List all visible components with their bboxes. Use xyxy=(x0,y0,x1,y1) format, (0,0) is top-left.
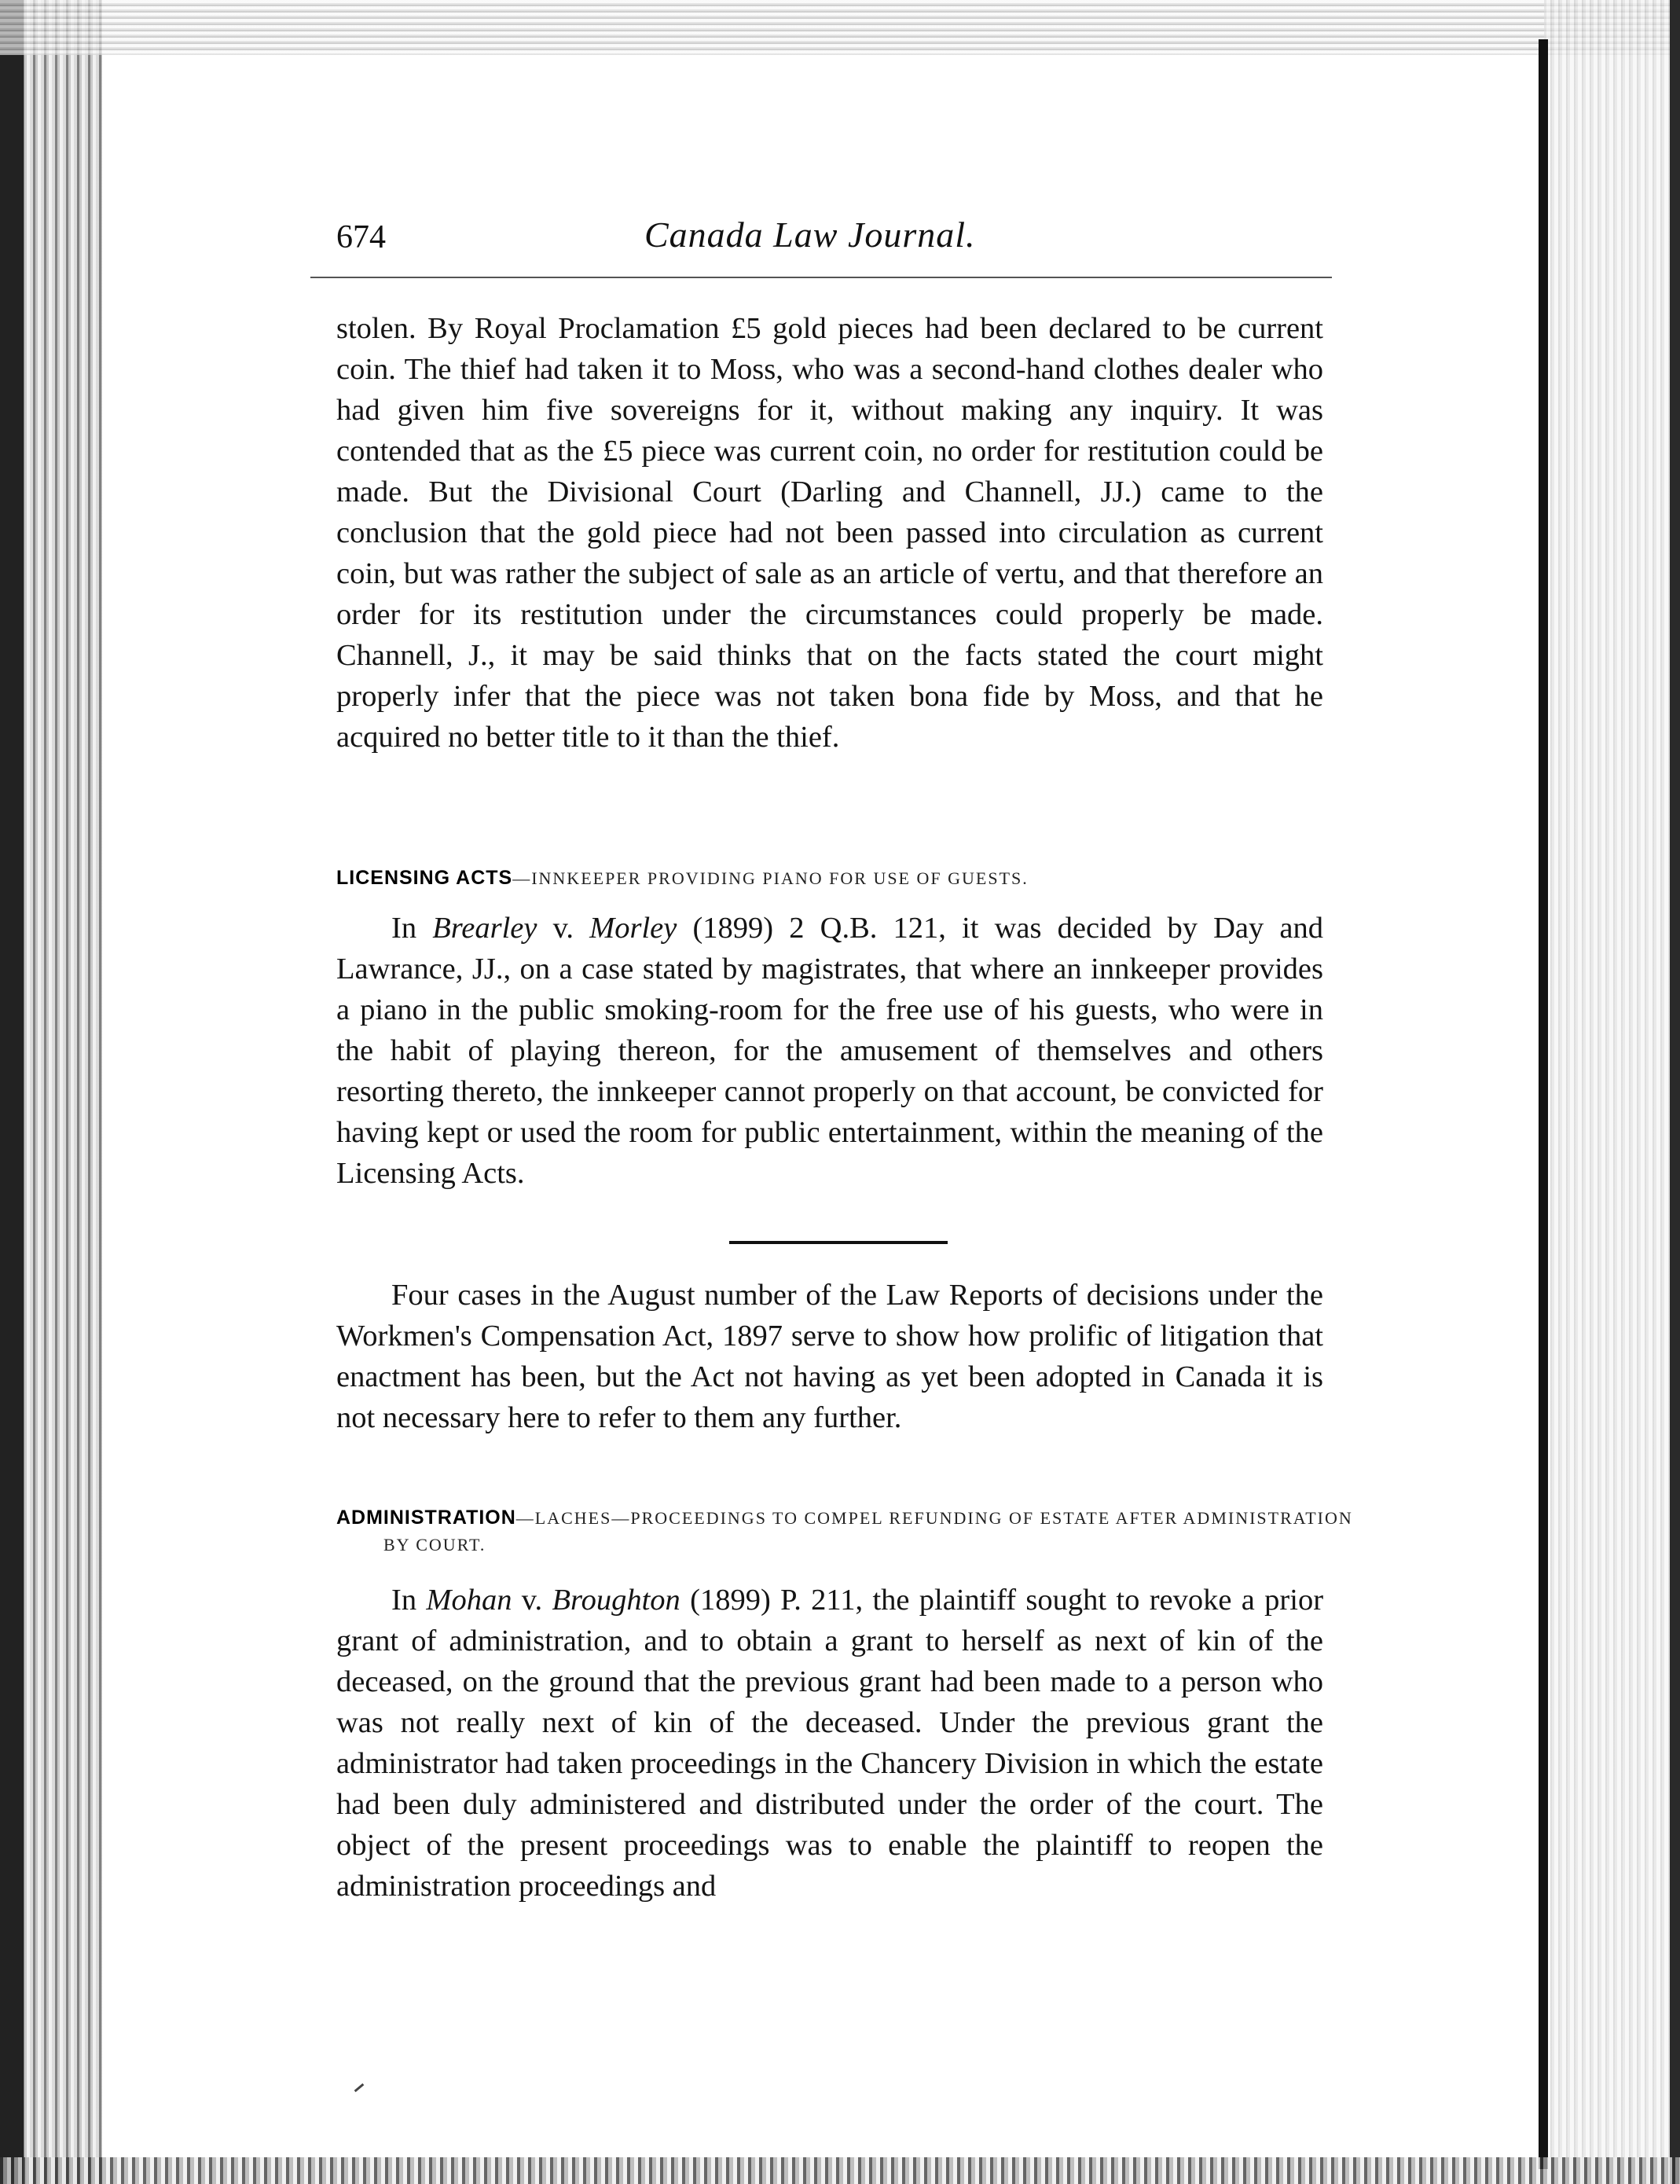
case-name-party-2: Broughton xyxy=(552,1584,680,1617)
case-intro: In xyxy=(391,912,433,945)
paragraph-stolen-coin: stolen. By Royal Proclamation £5 gold pieces had been declared to be current coin. The thief had taken it to Moss, who was a second-hand clothes dealer who had given him five sovereigns for it, without making any inquiry. It was contended that as the £5 piece was current coin, no order for restitution could be made. But the Divisional Court (Darling and Channell, JJ.) came to the conclusion that the gold piece had not been passed into circulation as current coin, but was rather the subject of sale as an article of vertu, and that therefore an order for its restitution under the circumstances could properly be made. Channell, J., it may be said thinks that on the facts stated the court might properly infer that the piece was not taken bona fide by Moss, and that he acquired no better title to it than the thief. xyxy=(336,312,1323,754)
heading-licensing-acts xyxy=(336,864,1323,892)
pencil-mark xyxy=(354,2083,365,2092)
case-versus: v. xyxy=(537,912,590,945)
scan-edge-right xyxy=(1670,0,1680,2184)
journal-title: Canada Law Journal. xyxy=(644,215,976,255)
heading-administration-subject: —LACHES—PROCEEDINGS TO COMPEL REFUNDING OF ESTATE AFTER ADMINISTRATION BY COURT. xyxy=(383,1508,1353,1554)
case-versus: v. xyxy=(512,1584,552,1617)
paragraph-workmens-compensation: Four cases in the August number of the Law Reports of decisions under the Workmen's Compensation Act, 1897 serve to show how prolific of litigation that enactment has been, but the Act not having as yet been adopted in Canada it is not necessary here to refer to them any further. xyxy=(336,1279,1323,1434)
page-number: 674 xyxy=(336,219,386,255)
scan-shadow-top xyxy=(0,0,1680,55)
case-name-party-1: Brearley xyxy=(432,912,537,945)
scan-shadow-bottom xyxy=(0,2157,1680,2184)
case-body: (1899) 2 Q.B. 121, it was decided by Day and Lawrance, JJ., on a case stated by magistrates, that where an innkeeper provides a piano in the public smoking-room for the free use of his guests, who were in the habit of playing thereon, for the amusement of themselves and others resorting thereto, the innkeeper cannot properly on that account, be convicted for having kept or used the room for public entertainment, within the meaning of the Licensing Acts. xyxy=(336,912,1323,1190)
case-intro: In xyxy=(391,1584,427,1617)
heading-administration-label: ADMINISTRATION xyxy=(336,1507,516,1529)
scan-shadow-right xyxy=(1544,0,1680,2184)
heading-licensing-acts-label: LICENSING ACTS xyxy=(336,867,513,889)
heading-licensing-acts-subject: —INNKEEPER PROVIDING PIANO FOR USE OF GUESTS. xyxy=(512,868,1029,888)
case-body: (1899) P. 211, the plaintiff sought to revoke a prior grant of administration, and to obtain a grant to herself as next of kin of the deceased, on the ground that the previous grant had been made to a person who was not really next of kin of the deceased. Under the previous grant the administrator had taken proceedings in the Chancery Division in which the estate had been duly administered and distributed under the order of the court. The object of the present proceedings was to enable the plaintiff to reopen the administration proceedings and xyxy=(336,1584,1324,1903)
case-name-party-2: Morley xyxy=(589,912,677,945)
paragraph-mohan-v-broughton xyxy=(336,1580,1323,1907)
header-rule xyxy=(310,277,1332,278)
scan-edge-left xyxy=(0,0,24,2184)
scan-binding-bar xyxy=(1539,39,1548,2169)
paragraph-brearley-v-morley xyxy=(336,908,1323,1194)
section-divider xyxy=(729,1241,948,1244)
case-name-party-1: Mohan xyxy=(426,1584,512,1617)
heading-administration xyxy=(336,1504,1370,1558)
